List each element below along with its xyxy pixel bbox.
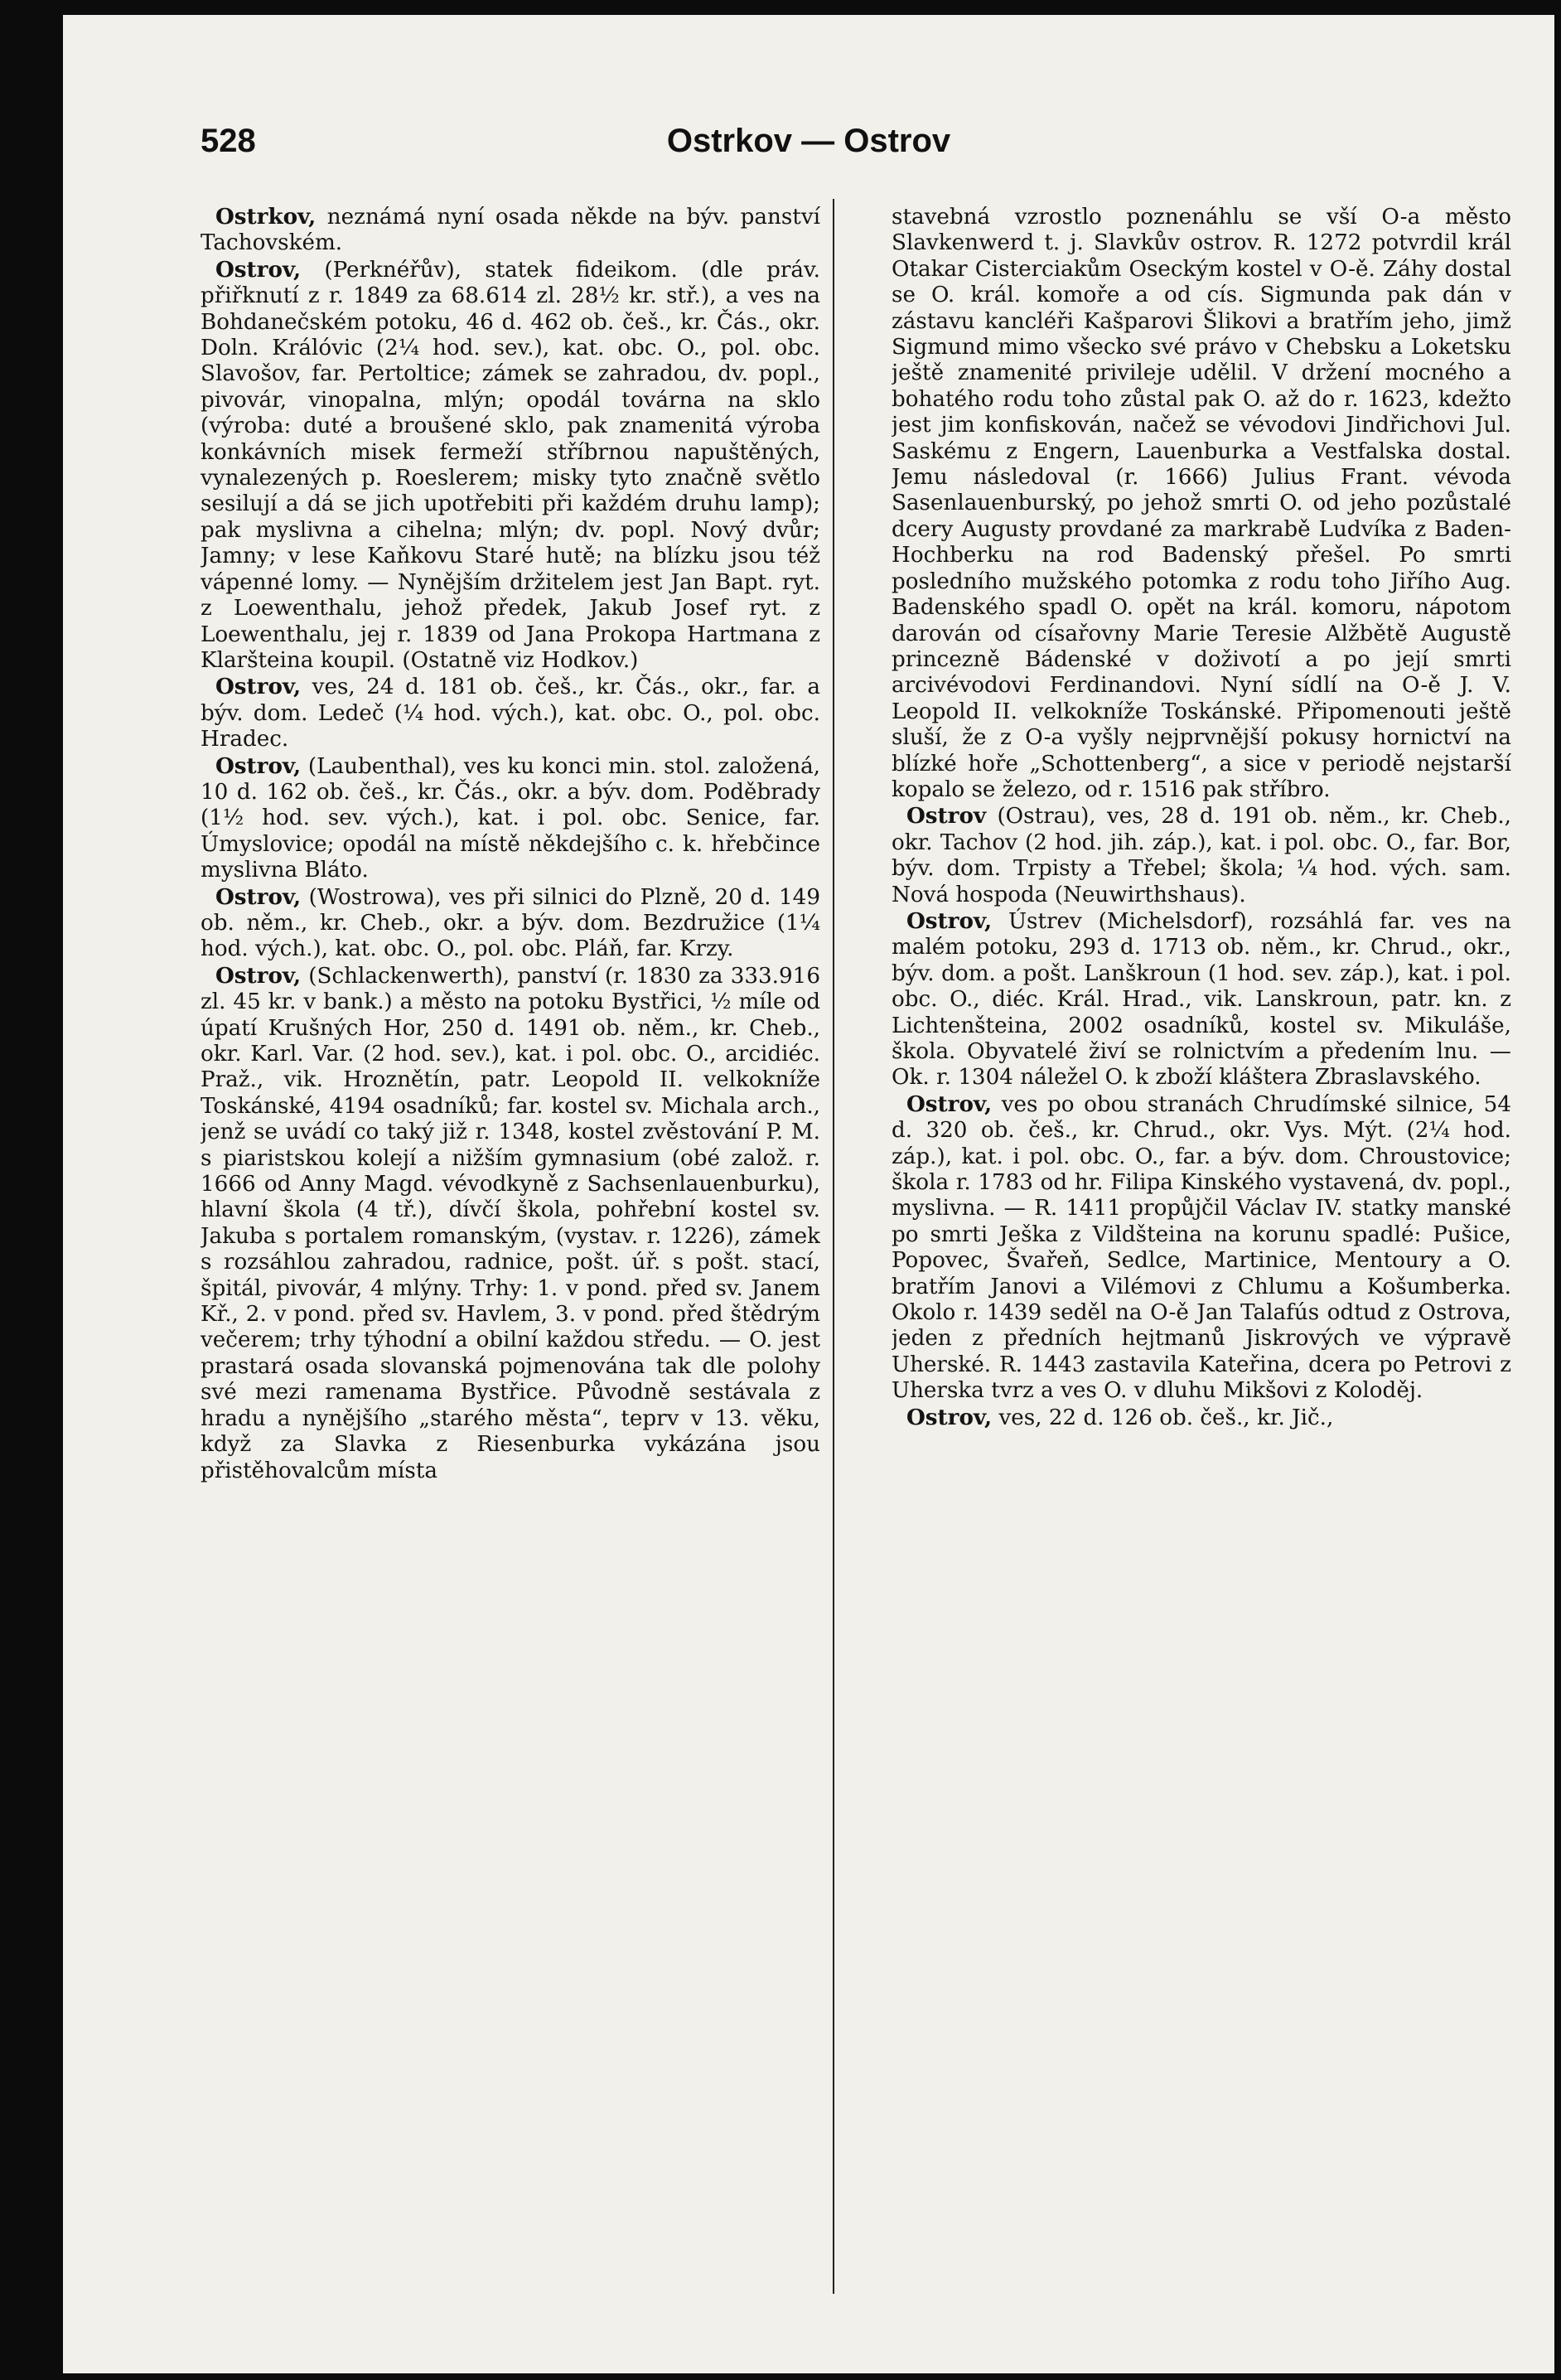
entry bbox=[201, 674, 820, 752]
entry bbox=[201, 204, 820, 257]
entry bbox=[201, 753, 820, 884]
column-divider bbox=[833, 199, 834, 2294]
entry-text: Ústrev (Michelsdorf), rozsáhlá far. ves na malém potoku, 293 d. 1713 ob. něm., kr. Chrud., okr., býv. dom. a pošt. Lanškroun (1 hod. sev. záp.), kat. i pol. obc. O., diéc. Král. Hrad., vik. Lanskroun, patr. kn. z Lichtenšteina, 2002 osadníků, kostel sv. Mikuláše, škola. Obyvatelé živí se rolnictvím a předením lnu. — Ok. r. 1304 náležel O. k zboží kláštera Zbraslavského. bbox=[892, 908, 1511, 1091]
left-column bbox=[201, 204, 820, 2292]
entry bbox=[201, 884, 820, 963]
entry-headword: Ostrov, bbox=[215, 752, 302, 779]
entry-continuation bbox=[892, 204, 1511, 803]
entry bbox=[892, 1405, 1511, 1431]
entry-headword: Ostrov bbox=[906, 803, 987, 830]
entry-text: ves, 24 d. 181 ob. češ., kr. Čás., okr., far. a býv. dom. Ledeč (¼ hod. vých.), kat. obc. O., pol. obc. Hradec. bbox=[201, 675, 820, 752]
entry-headword: Ostrkov, bbox=[215, 204, 317, 230]
entry bbox=[201, 257, 820, 675]
entry-text: stavebná vzrostlo poznenáhlu se vší O-a město Slavkenwerd t. j. Slavkův ostrov. R. 1272 potvrdil král Otakar Cisterciakům Oseckým kostel v O-ě. Záhy dostal se O. král. komoře a od cís. Sigmunda pak dán v zástavu kancléři Kašparovi Šlikovi a bratřím jeho, jimž Sigmund mimo všecko své právo v Chebsku a Loketsku ještě znamenité privileje udělil. V držení mocného a bohatého rodu toho zůstal pak O. až do r. 1623, kdežto jest jim konfiskován, načež se vévodovi Jindřichovi Jul. Saskému z Engern, Lauenburka a Vestfalska dostal. Jemu následoval (r. 1666) Julius Frant. vévoda Sasenlauenburský, po jehož smrti O. od jeho pozůstalé dcery Augusty provdané za markrabě Ludvíka z Baden-Hochberku na rod Badenský přešel. Po smrti posledního mužského potomka z rodu toho Jiřího Aug. Badenského spadl O. opět na král. komoru, nápotom darován od císařovny Marie Teresie Alžbětě Augustě princezně Bádenské v doživotí a po její smrti arcivévodovi Ferdinandovi. Nyní sídlí na O-ě J. V. Leopold II. velkokníže Toskánské. Připomenouti ještě sluší, že z O-a vyšly nejprvnější pokusy hornictví na blízké hoře „Schottenberg“, a sice v periodě nejstarší kopalo se železo, od r. 1516 pak stříbro. bbox=[892, 205, 1511, 802]
entry bbox=[892, 1091, 1511, 1405]
book-page bbox=[63, 15, 1554, 2373]
entry-text: ves, 22 d. 126 ob. češ., kr. Jič., bbox=[998, 1405, 1334, 1430]
entry bbox=[892, 803, 1511, 908]
entry-headword: Ostrov, bbox=[215, 883, 302, 910]
entry-text: ves po obou stranách Chrudímské silnice, 54 d. 320 ob. češ., kr. Chrud., okr. Vys. Mýt. (2¼ hod. záp.), kat. i pol. obc. O., far. a býv. dom. Chroustovice; škola r. 1783 od hr. Filipa Kinského vystavená, dv. popl., myslivna. — R. 1411 propůjčil Václav IV. statky manské po smrti Ješka z Vildšteina na korunu spadlé: Pušice, Popovec, Švařeň, Sedlce, Martinice, Mentoury a O. bratřím Janovi a Vilémovi z Chlumu a Košumberka. Okolo r. 1439 seděl na O-ě Jan Talafús odtud z Ostrova, jeden z předních hejtmanů Jiskrových ve výpravě Uherské. R. 1443 zastavila Kateřina, dcera po Petrovi z Uherska tvrz a ves O. v dluhu Mikšovi z Koloděj. bbox=[892, 1091, 1511, 1404]
entry-headword: Ostrov, bbox=[906, 1404, 993, 1430]
entry-headword: Ostrov, bbox=[215, 256, 302, 283]
running-title: Ostrkov — Ostrov bbox=[666, 123, 951, 159]
page-number: 528 bbox=[201, 123, 256, 159]
entry-text: (Laubenthal), ves ku konci min. stol. založená, 10 d. 162 ob. češ., kr. Čás., okr. a býv. dom. Poděbrady (1½ hod. sev. vých.), kat. i pol. obc. Senice, far. Úmyslovice; opodál na místě někdejšího c. k. hřebčince myslivna Bláto. bbox=[201, 753, 820, 883]
entry-headword: Ostrov, bbox=[215, 962, 302, 989]
entry bbox=[201, 963, 820, 1484]
entry-headword: Ostrov, bbox=[906, 1091, 993, 1117]
entry-text: (Schlackenwerth), panství (r. 1830 za 333.916 zl. 45 kr. v bank.) a město na potoku Bystřici, ½ míle od úpatí Krušných Hor, 250 d. 1491 ob. něm., kr. Cheb., okr. Karl. Var. (2 hod. sev.), kat. i pol. obc. O., arcidiéc. Praž., vik. Hroznětín, patr. Leopold II. velkokníže Toskánské, 4194 osadníků; far. kostel sv. Michala arch., jenž se uvádí co taký již r. 1348, kostel zvěstování P. M. s piaristskou kolejí a nižším gymnasium (obé založ. r. 1666 od Anny Magd. vévodkyně z Sachsenlauenburku), hlavní škola (4 tř.), dívčí škola, pohřební kostel sv. Jakuba s portalem romanským, (vystav. r. 1226), zámek s rozsáhlou zahradou, radnice, pošt. úř. s pošt. stací, špitál, pivovár, 4 mlýny. Trhy: 1. v pond. před sv. Janem Kř., 2. v pond. před sv. Havlem, 3. v pond. před štědrým večerem; trhy týhodní a obilní každou středu. — O. jest prastará osada slovanská pojmenována tak dle polohy své mezi ramenama Bystřice. Původně sestávala z hradu a nynějšího „starého města“, teprv v 13. věku, když za Slavka z Riesenburka vykázána jsou přistěhovalcům místa bbox=[201, 963, 820, 1483]
entry-text: (Wostrowa), ves při silnici do Plzně, 20 d. 149 ob. něm., kr. Cheb., okr. a býv. dom. Bezdružice (1¼ hod. vých.), kat. obc. O., pol. obc. Pláň, far. Krzy. bbox=[201, 884, 820, 962]
entry bbox=[892, 908, 1511, 1091]
entry-headword: Ostrov, bbox=[906, 907, 993, 934]
running-head bbox=[63, 123, 1554, 172]
entry-text: (Ostrau), ves, 28 d. 191 ob. něm., kr. Cheb., okr. Tachov (2 hod. jih. záp.), kat. i pol. obc. O., far. Bor, býv. dom. Trpisty a Třebel; škola; ¼ hod. vých. sam. Nová hospoda (Neuwirthshaus). bbox=[892, 804, 1511, 907]
entry-text: neznámá nyní osada někde na býv. panství Tachovském. bbox=[201, 205, 820, 256]
entry-text: (Perknéřův), statek fideikom. (dle práv. přiřknutí z r. 1849 za 68.614 zl. 28½ kr. stř.), a ves na Bohdanečském potoku, 46 d. 462 ob. češ., kr. Čás., okr. Doln. Králóvic (2¼ hod. sev.), kat. obc. O., pol. obc. Slavošov, far. Pertoltice; zámek se zahradou, dv. popl., pivovár, vinopalna, mlýn; opodál továrna na sklo (výroba: duté a broušené sklo, pak znamenitá výroba konkávních misek fermeží stříbrnou napuštěných, vynalezených p. Roeslerem; misky tyto značně světlo sesilují a dá se jich upotřebiti při každém druhu lamp); pak myslivna a cihelna; mlýn; dv. popl. Nový dvůr; Jamny; v lese Kaňkovu Staré hutě; na blízku jsou též vápenné lomy. — Nynějším držitelem jest Jan Bapt. ryt. z Loewenthalu, jehož předek, Jakub Josef ryt. z Loewenthalu, jej r. 1839 od Jana Prokopa Hartmana z Klaršteina koupil. (Ostatně viz Hodkov.) bbox=[201, 257, 820, 673]
right-column bbox=[892, 204, 1511, 2292]
entry-headword: Ostrov, bbox=[215, 674, 302, 700]
